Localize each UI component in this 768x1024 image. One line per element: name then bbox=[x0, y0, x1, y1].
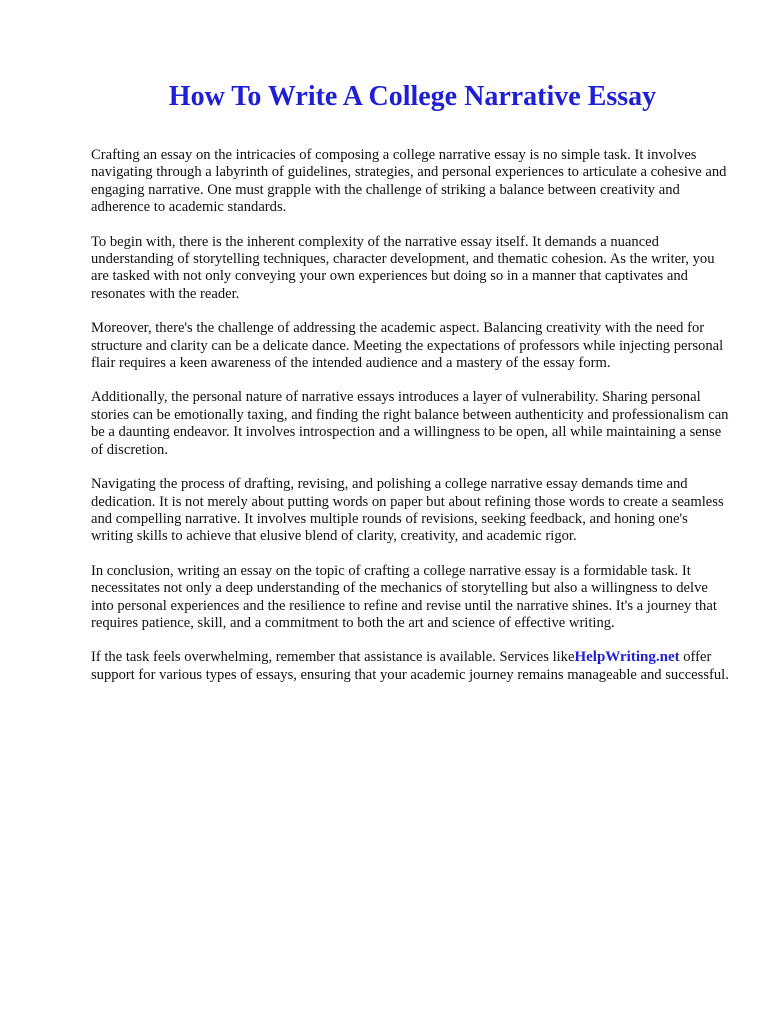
page-title: How To Write A College Narrative Essay bbox=[168, 81, 657, 112]
paragraph-2: To begin with, there is the inherent complexity of the narrative essay itself. It demands a nuanced understanding of storytelling techniques, character development, and thematic cohesion. As the writer, you are tasked with not only conveying your own experiences but doing so in a manner that captivates and resonates with the reader. bbox=[91, 233, 715, 302]
paragraph-7-before-link: If the task feels overwhelming, remember that assistance is available. Services like bbox=[91, 649, 575, 666]
helpwriting-link[interactable]: HelpWriting.net bbox=[574, 649, 680, 666]
paragraph-3: Moreover, there's the challenge of addressing the academic aspect. Balancing creativity with the need for structure and clarity can be a delicate dance. Meeting the expectations of professors while injecting personal flair requires a keen awareness of the intended audience and a mastery of the essay form. bbox=[91, 320, 724, 372]
paragraph-5: Navigating the process of drafting, revising, and polishing a college narrative essay demands time and dedication. It is not merely about putting words on paper but about refining those words to create a seamless and compelling narrative. It involves multiple rounds of revisions, seeking feedback, and honing one's writing skills to achieve that elusive blend of clarity, creativity, and academic rigor. bbox=[91, 476, 724, 545]
paragraph-6: In conclusion, writing an essay on the topic of crafting a college narrative essay is a formidable task. It necessitates not only a deep understanding of the mechanics of storytelling but also a willingness to delve into personal experiences and the resilience to refine and revise until the narrative shines. It's a journey that requires patience, skill, and a commitment to both the art and science of effective writing. bbox=[91, 562, 717, 631]
paragraph-7 bbox=[91, 649, 731, 684]
paragraph-7-after-link: offer support for various types of essays, ensuring that your academic journey remains manageable and successful. bbox=[91, 649, 729, 683]
paragraph-4: Additionally, the personal nature of narrative essays introduces a layer of vulnerability. Sharing personal stories can be emotionally taxing, and finding the right balance between authenticity and professionalism can be a daunting endeavor. It involves introspection and a willingness to be open, all while maintaining a sense of discretion. bbox=[91, 389, 729, 458]
paragraph-1: Crafting an essay on the intricacies of composing a college narrative essay is no simple task. It involves navigating through a labyrinth of guidelines, strategies, and personal experiences to articulate a cohesive and engaging narrative. One must grapple with the challenge of striking a balance between creativity and adherence to academic standards. bbox=[91, 147, 727, 216]
